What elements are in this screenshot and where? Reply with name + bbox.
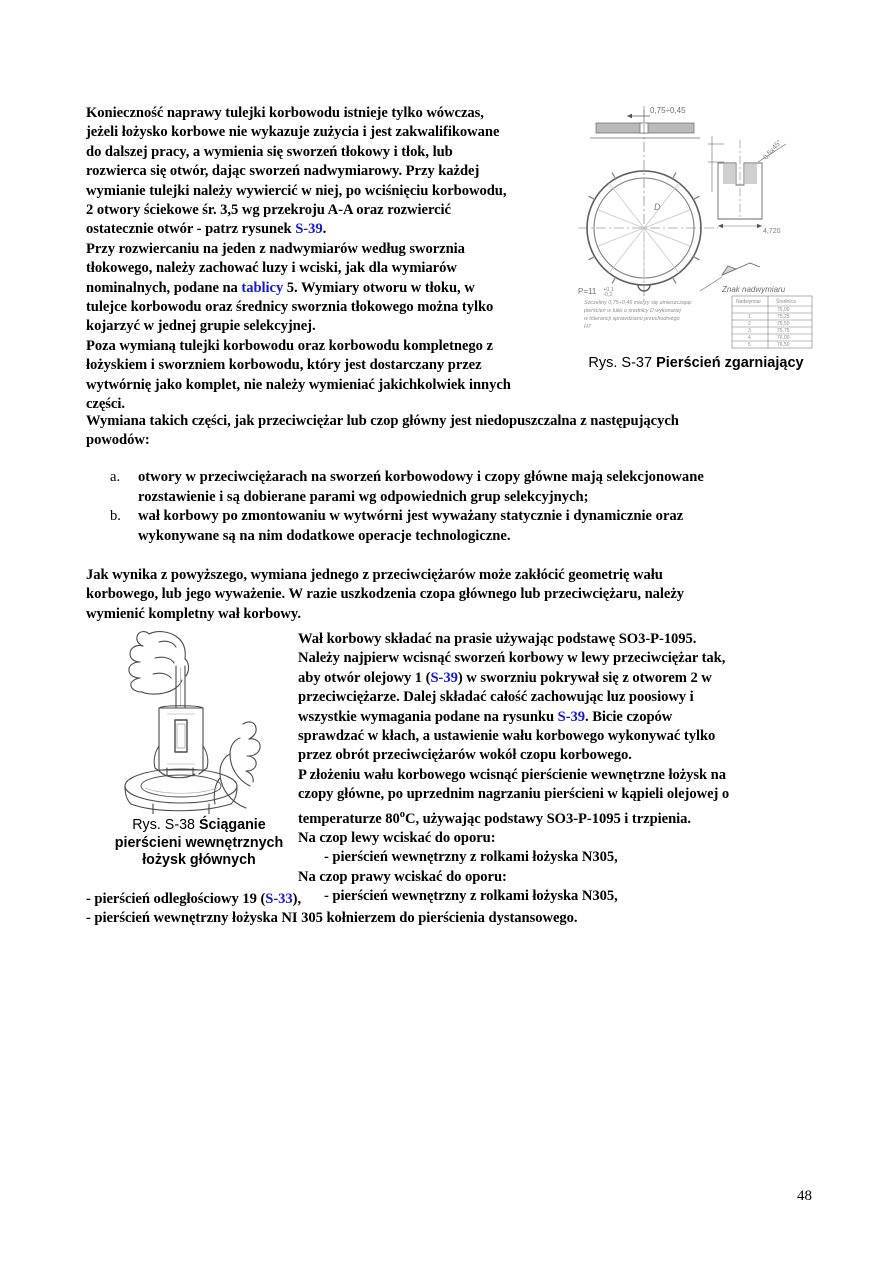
paragraph-block-wymiana — [86, 412, 826, 451]
paragraph-line: Konieczność naprawy tulejki korbowodu istnieje tylko wówczas, — [86, 105, 484, 121]
dimension-label-gap: 0,75÷0,45 — [650, 106, 686, 115]
svg-text:H7: H7 — [584, 324, 591, 330]
paragraph-line: sprawdzać w kłach, a ustawienie wału korbowego wykonywać tylko — [298, 728, 716, 745]
svg-text:75,25: 75,25 — [777, 314, 790, 320]
figure-reference-s39[interactable]: S-39 — [557, 708, 586, 725]
svg-text:Szczeliny 0,75÷0,45 mierzy się: Szczeliny 0,75÷0,45 mierzy się umieszczając — [584, 300, 692, 306]
paragraph-line: wykonywane są na nim dodatkowe operacje technologiczne. — [138, 527, 511, 544]
text-fragment: nominalnych, podane na — [86, 279, 242, 296]
oversize-mark-note: Znak nadwymiaru — [722, 285, 786, 294]
figure-title: Pierścień zgarniający — [656, 355, 804, 371]
svg-text:76,00: 76,00 — [777, 335, 790, 341]
paragraph-line: kojarzyć w jednej grupie selekcyjnej. — [86, 318, 316, 335]
figure-title-line-3: łożysk głównych — [142, 852, 256, 868]
paragraph-line: wymianie tulejki należy wywiercić w niej, po wciśnięciu korbowodu, — [86, 182, 507, 199]
text-fragment: ) w sworzniu pokrywał się z otworem 2 w — [457, 669, 712, 686]
svg-text:76,50: 76,50 — [777, 342, 790, 348]
figure-number: Rys. S-38 — [132, 817, 199, 833]
paragraph-line-bullet: - pierścień wewnętrzny z rolkami łożyska N305, — [324, 888, 618, 905]
paragraph-line-bullet: - pierścień wewnętrzny z rolkami łożyska N305, — [324, 849, 618, 866]
paragraph-line: czopy główne, po uprzednim nagrzaniu pierścieni w kąpieli olejowej o — [298, 786, 730, 803]
svg-text:75,00: 75,00 — [777, 307, 790, 313]
paragraph-line: P złożeniu wału korbowego wcisnąć pierścienie wewnętrzne łożysk na — [298, 766, 726, 783]
figure-title-line-1: Ściąganie — [198, 817, 266, 833]
paragraph-line: - pierścień wewnętrzny łożyska NI 305 kołnierzem do pierścienia dystansowego. — [86, 910, 578, 927]
figure-s37-drawing — [572, 100, 824, 350]
paragraph-line-with-reference — [86, 890, 826, 909]
figure-caption-s37 — [568, 355, 824, 372]
list-item — [110, 468, 826, 507]
figure-number: Rys. S-37 — [588, 355, 657, 371]
figure-title-line-2: pierścieni wewnętrznych — [114, 834, 284, 851]
paragraph-line: wytwórnię jako komplet, nie należy wymieniać jakichkolwiek innych — [86, 376, 511, 393]
figure-caption-s38 — [86, 817, 312, 870]
text-fragment: ostatecznie otwór - patrz rysunek — [86, 221, 296, 238]
paragraph-block-intro — [86, 104, 568, 415]
paragraph-line: przeciwciężarze. Dalej składać całość zachowując luz poosiowy i — [298, 689, 694, 706]
dimension-label-ring-mark: P=11 — [578, 287, 597, 296]
figure-s38-drawing — [97, 628, 301, 814]
svg-text:75,50: 75,50 — [777, 321, 790, 327]
paragraph-line: otwory w przeciwciężarach na sworzeń korbowodowy i czopy główne mają selekcjonowane — [138, 469, 704, 485]
text-fragment: . Bicie czopów — [585, 708, 673, 725]
text-fragment: . — [322, 221, 327, 238]
list-marker: b. — [110, 508, 121, 525]
svg-text:4: 4 — [748, 335, 751, 341]
paragraph-line: Wał korbowy składać na prasie używając podstawę SO3-P-1095. — [298, 631, 697, 647]
svg-text:0,5x45°: 0,5x45° — [762, 138, 784, 162]
svg-text:75,75: 75,75 — [777, 328, 790, 334]
table-reference-tablicy[interactable]: tablicy — [241, 279, 284, 296]
paragraph-block-assembly — [298, 630, 826, 907]
svg-text:Nadwymiar: Nadwymiar — [736, 299, 762, 305]
paragraph-line: Na czop prawy wciskać do oporu: — [298, 868, 507, 885]
paragraph-line-with-reference — [86, 220, 568, 239]
paragraph-block-bottom — [86, 890, 826, 929]
svg-text:1: 1 — [748, 314, 751, 320]
paragraph-line: Na czop lewy wciskać do oporu: — [298, 829, 496, 846]
paragraph-line: tłokowego, należy zachować luzy i wciski, jak dla wymiarów — [86, 260, 457, 277]
paragraph-line: wał korbowy po zmontowaniu w wytwórni jest wyważany statycznie i dynamicznie oraz — [138, 508, 684, 525]
paragraph-line: Jak wynika z powyższego, wymiana jednego z przeciwciężarów może zakłócić geometrię wału — [86, 567, 663, 583]
lettered-list — [110, 468, 826, 546]
paragraph-line: Wymiana takich części, jak przeciwciężar lub czop główny jest niedopuszczalna z następujących — [86, 413, 679, 429]
paragraph-line: jeżeli łożysko korbowe nie wykazuje zużycia i jest zakwalifikowane — [86, 124, 500, 141]
paragraph-block-jak-wynika — [86, 566, 826, 624]
paragraph-line: do dalszej pracy, a wymienia się sworzeń tłokowy i tłok, lub — [86, 143, 453, 160]
paragraph-line: powodów: — [86, 432, 150, 449]
figure-reference-s39[interactable]: S-39 — [295, 221, 323, 238]
paragraph-line: Należy najpierw wcisnąć sworzeń korbowy w lewy przeciwciężar tak, — [298, 650, 726, 667]
paragraph-line: wymienić kompletny wał korbowy. — [86, 605, 301, 622]
figure-reference-s33[interactable]: S-33 — [265, 891, 293, 907]
degree-superscript: o — [399, 808, 405, 820]
page-number: 48 — [797, 1188, 812, 1204]
svg-text:3: 3 — [748, 328, 751, 334]
paragraph-line: 2 otwory ściekowe śr. 3,5 wg przekroju A-A oraz rozwiercić — [86, 202, 451, 219]
list-item — [110, 507, 826, 546]
text-fragment: aby otwór olejowy 1 ( — [298, 669, 431, 686]
svg-text:pierścień w tulei o średnicy D: pierścień w tulei o średnicy D wykonanej — [584, 308, 681, 314]
text-fragment: ), — [292, 891, 302, 907]
text-fragment: wszystkie wymagania podane na rysunku — [298, 708, 558, 725]
paragraph-line-with-reference — [298, 669, 826, 688]
svg-text:w tolerancji sprawdzianu przec: w tolerancji sprawdzianu przechodniego — [584, 316, 680, 322]
paragraph-line: przez obrót przeciwciężarów wokół czopu korbowego. — [298, 747, 632, 764]
paragraph-line-with-reference — [86, 279, 568, 298]
svg-text:D: D — [654, 202, 661, 212]
text-fragment: - pierścień odległościowy 19 ( — [86, 891, 266, 907]
paragraph-line: rozwierca się otwór, dając sworzeń nadwymiarowy. Przy każdej — [86, 163, 480, 180]
text-fragment: 5. Wymiary otworu w tłoku, w — [283, 279, 475, 296]
paragraph-line: Poza wymianą tulejki korbowodu oraz korbowodu kompletnego z — [86, 337, 493, 354]
list-marker: a. — [110, 469, 121, 485]
paragraph-line: łożyskiem i sworzniem korbowodu, który jest dostarczany przez — [86, 357, 482, 374]
svg-text:Średnica: Średnica — [776, 299, 796, 305]
list-item-body — [138, 507, 826, 546]
svg-text:5: 5 — [748, 342, 751, 348]
list-item-body — [138, 468, 826, 507]
svg-text:-0,2: -0,2 — [603, 292, 613, 298]
text-fragment: C, używając podstawy SO3-P-1095 i trzpienia. — [404, 810, 691, 827]
paragraph-line: Przy rozwiercaniu na jeden z nadwymiarów według sworznia — [86, 240, 465, 257]
paragraph-line-temperature — [298, 805, 826, 829]
svg-text:4,720: 4,720 — [763, 228, 781, 235]
paragraph-line: rozstawienie i są dobierane parami wg odpowiednich grup selekcyjnych; — [138, 488, 589, 505]
text-fragment: temperaturze 80 — [298, 810, 400, 827]
figure-reference-s39[interactable]: S-39 — [430, 669, 458, 686]
paragraph-line: części. — [86, 396, 125, 413]
paragraph-line: tulejce korbowodu oraz średnicy sworznia tłokowego można tylko — [86, 299, 494, 316]
svg-text:2: 2 — [748, 321, 751, 327]
svg-text:+0,1: +0,1 — [603, 287, 614, 293]
paragraph-line: korbowego, lub jego wyważenie. W razie uszkodzenia czopa głównego lub przeciwciężaru, należy — [86, 586, 685, 603]
paragraph-line-with-reference — [298, 708, 826, 727]
